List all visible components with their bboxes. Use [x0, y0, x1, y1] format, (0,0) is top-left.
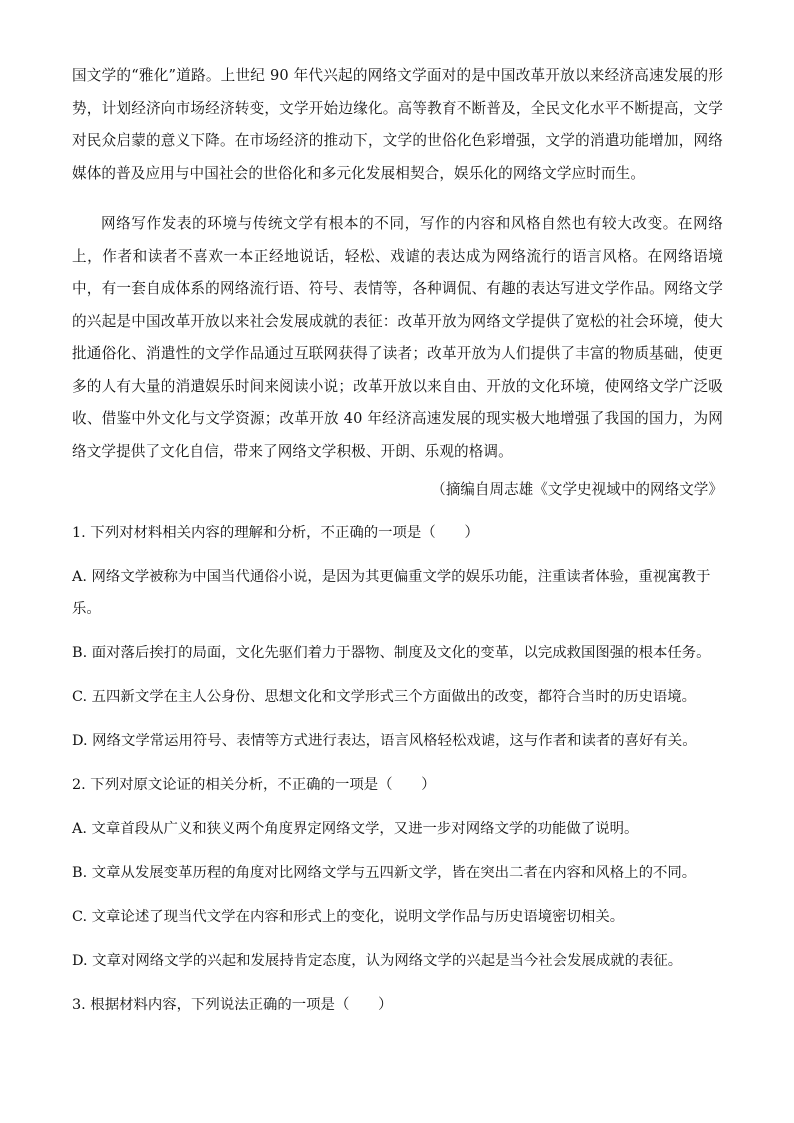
question-3-stem: 3. 根据材料内容，下列说法正确的一项是（ ） [72, 996, 393, 1013]
question-2-option-b: B. 文章从发展变革历程的角度对比网络文学与五四新文学，皆在突出二者在内容和风格上的不同。 [72, 864, 697, 881]
question-2-stem: 2. 下列对原文论证的相关分析，不正确的一项是（ ） [72, 776, 436, 793]
question-1-stem: 1. 下列对材料相关内容的理解和分析，不正确的一项是（ ） [72, 524, 479, 541]
question-1-option-c: C. 五四新文学在主人公身份、思想文化和文学形式三个方面做出的改变，都符合当时的历史语境。 [72, 688, 697, 705]
document-page [72, 60, 723, 1021]
question-1-option-a: A. 网络文学被称为中国当代通俗小说，是因为其更偏重文学的娱乐功能，注重读者体验，重视寓教于乐。 [72, 568, 711, 617]
question-2-option-c: C. 文章论述了现当代文学在内容和形式上的变化，说明文学作品与历史语境密切相关。 [72, 908, 625, 925]
question-list [72, 517, 723, 1021]
question-2-option-d: D. 文章对网络文学的兴起和发展持肯定态度，认为网络文学的兴起是当今社会发展成就的表征。 [72, 952, 683, 969]
question-1-option-b: B. 面对落后挨打的局面，文化先驱们着力于器物、制度及文化的变革，以完成救国图强的根本任务。 [72, 644, 711, 661]
question-2-option-a: A. 文章首段从广义和狭义两个角度界定网络文学，又进一步对网络文学的功能做了说明。 [72, 820, 639, 837]
question-1-option-d: D. 网络文学常运用符号、表情等方式进行表达，语言风格轻松戏谑，这与作者和读者的喜好有关。 [72, 732, 697, 749]
passage-paragraph-1: 国文学的“雅化”道路。上世纪 90 年代兴起的网络文学面对的是中国改革开放以来经济高速发展的形势，计划经济向市场经济转变，文学开始边缘化。高等教育不断普及，全民文化水平不断提高，文学对民众启蒙的意义下降。在市场经济的推动下，文学的世俗化色彩增强，文学的消遣功能增加，网络媒体的普及应用与中国社会的世俗化和多元化发展相契合，娱乐化的网络文学应时而生。 [72, 67, 723, 182]
passage-paragraph-2: 网络写作发表的环境与传统文学有根本的不同，写作的内容和风格自然也有较大改变。在网络上，作者和读者不喜欢一本正经地说话，轻松、戏谑的表达成为网络流行的语言风格。在网络语境中，有一套自成体系的网络流行语、符号、表情等，各种调侃、有趣的表达写进文学作品。网络文学的兴起是中国改革开放以来社会发展成就的表征：改革开放为网络文学提供了宽松的社会环境，使大批通俗化、消遣性的文学作品通过互联网获得了读者；改革开放为人们提供了丰富的物质基础，使更多的人有大量的消遣娱乐时间来阅读小说；改革开放以来自由、开放的文化环境，使网络文学广泛吸收、借鉴中外文化与文学资源；改革开放 40 年经济高速发展的现实极大地增强了我国的国力，为网络文学提供了文化自信，带来了网络文学积极、开朗、乐观的格调。 [72, 215, 723, 460]
passage-source: （摘编自周志雄《文学史视域中的网络文学》 [431, 481, 723, 498]
